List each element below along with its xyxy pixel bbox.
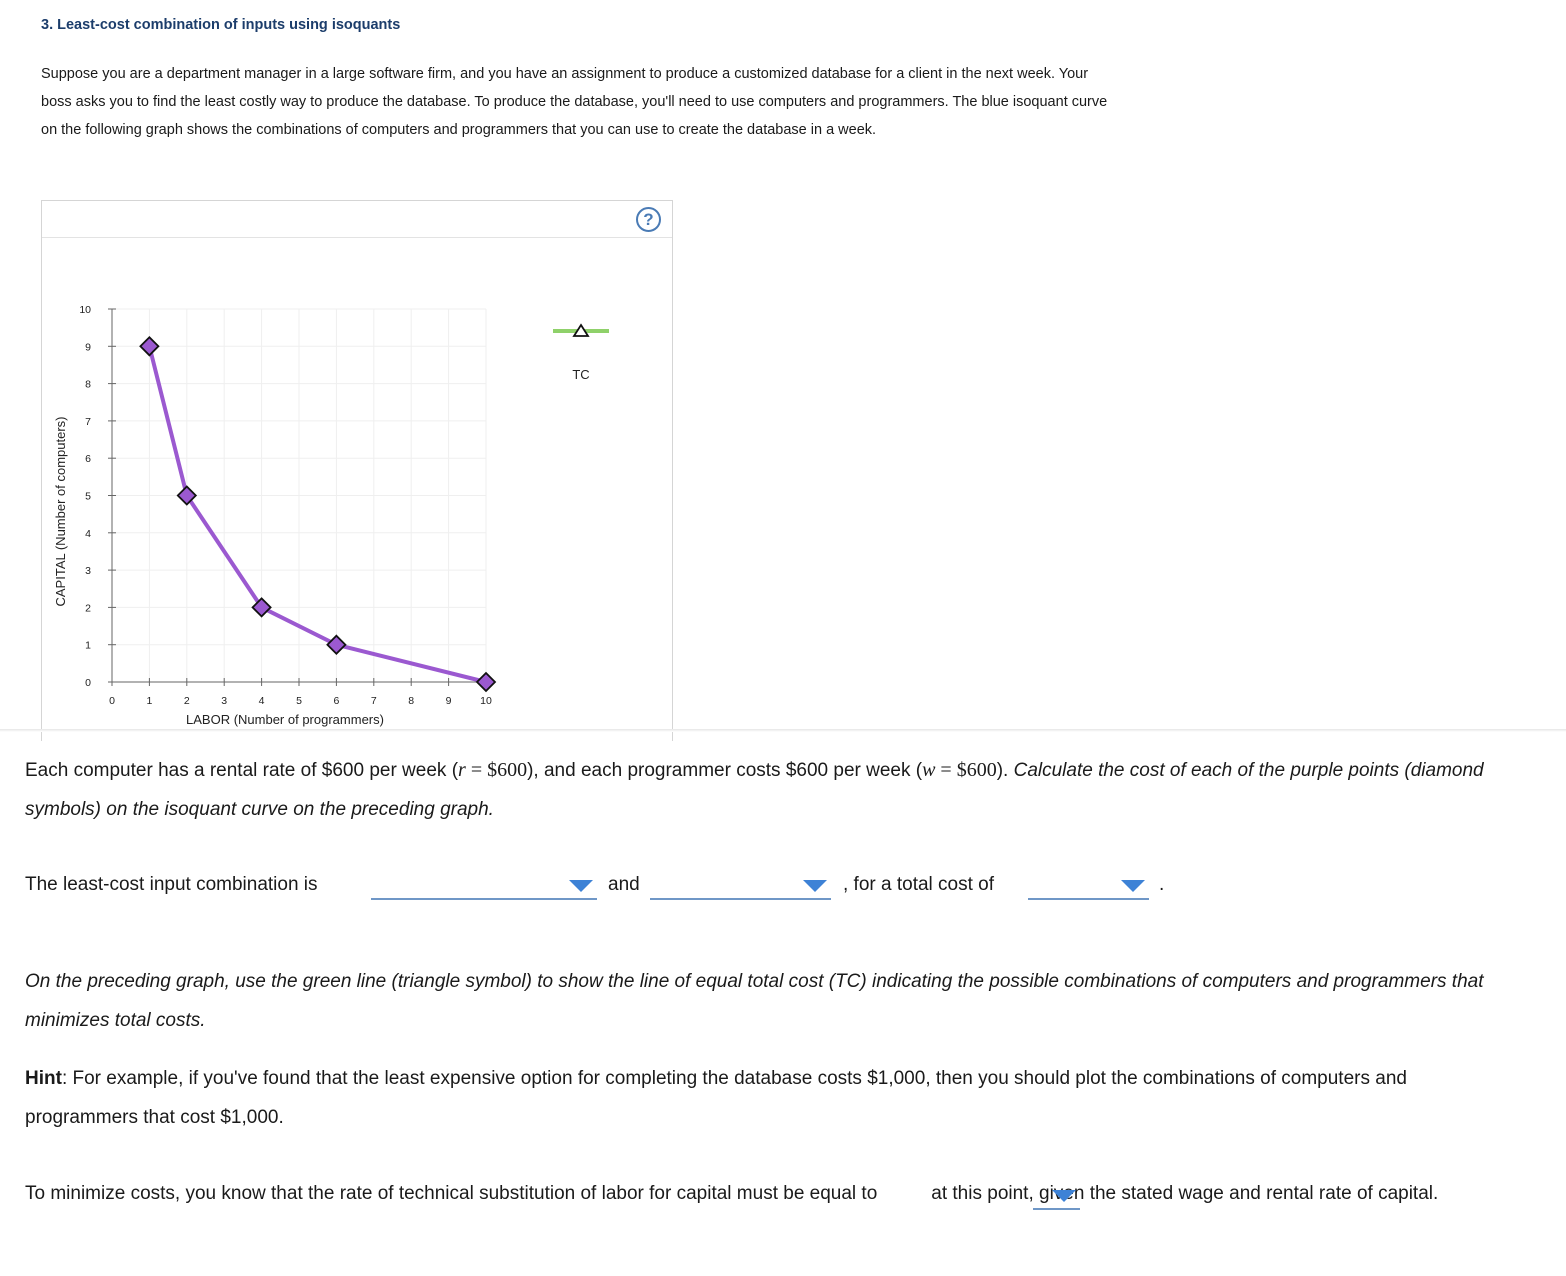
question-text: ), and each programmer costs $600 per week (: [527, 760, 923, 781]
cost-question-paragraph: [25, 751, 1525, 829]
y-axis-title: CAPITAL (Number of computers): [53, 416, 68, 607]
x-tick-label: 8: [408, 695, 415, 707]
y-tick-label: 10: [79, 304, 91, 316]
y-tick-label: 8: [85, 378, 91, 391]
least-cost-label: The least-cost input combination is: [25, 874, 318, 895]
isoquant-graph[interactable]: [42, 201, 672, 741]
tc-instruction: [25, 963, 1525, 1040]
isoquant-point: [140, 337, 158, 355]
isoquant-point: [477, 673, 495, 691]
graph-panel: [41, 200, 673, 741]
y-tick-label: 9: [85, 341, 91, 354]
caret-down-icon: [1052, 1190, 1076, 1202]
sentence-period: .: [1159, 874, 1165, 895]
total-cost-dropdown[interactable]: [1028, 874, 1149, 900]
x-axis-title: LABOR (Number of programmers): [186, 712, 384, 727]
tc-legend-label: TC: [572, 367, 590, 382]
combination-dropdown-1[interactable]: [371, 874, 597, 900]
total-cost-label: , for a total cost of: [843, 874, 995, 895]
y-tick-label: 4: [85, 527, 91, 540]
caret-down-icon: [803, 880, 827, 892]
rts-prefix: To minimize costs, you know that the rate of technical substitution of labor for capital must be equal to: [25, 1183, 878, 1204]
x-tick-label: 5: [296, 695, 302, 707]
rts-suffix: at this point, given the stated wage and rental rate of capital.: [931, 1183, 1439, 1204]
isoquant-point: [327, 636, 345, 654]
rts-paragraph: [25, 1175, 1505, 1214]
x-tick-label: 6: [333, 695, 340, 707]
y-tick-label: 0: [85, 677, 91, 689]
graph-header: [42, 201, 672, 238]
rental-rate-symbol: r: [458, 759, 466, 781]
section-divider: [0, 729, 1566, 732]
wage-value: $600: [956, 759, 997, 781]
axis-layer: [53, 304, 492, 727]
equals-sign: =: [465, 759, 488, 781]
x-tick-label: 2: [183, 695, 190, 707]
rts-dropdown[interactable]: [1033, 1184, 1080, 1210]
question-text: ).: [996, 760, 1014, 781]
wage-symbol: w: [922, 759, 936, 781]
and-label: and: [608, 874, 640, 895]
x-tick-label: 10: [480, 695, 492, 707]
hint-paragraph: [25, 1060, 1525, 1137]
x-tick-label: 7: [370, 695, 377, 707]
series-layer: [140, 337, 495, 691]
hint-label: Hint: [25, 1068, 62, 1089]
x-tick-label: 9: [445, 695, 452, 707]
isoquant-line: [149, 346, 486, 682]
intro-paragraph: Suppose you are a department manager in a large software firm, and you have an assignment to produce a customized database for a client in the next week. Your boss asks you to find the least costly way to produce the database. To produce the database, you'll need to use computers and programmers. The blue isoquant curve on the following graph shows the combinations of computers and programmers that you can use to create the database in a week.: [41, 66, 1108, 138]
question-instruction: Calculate the cost of each of the purple points (diamond symbols) on the isoquant curve on the preceding graph.: [25, 760, 1484, 820]
x-tick-label: 0: [109, 695, 115, 707]
caret-down-icon: [1121, 880, 1145, 892]
question-text: Each computer has a rental rate of $600 per week (: [25, 760, 459, 781]
caret-down-icon: [569, 880, 593, 892]
legend-layer[interactable]: [553, 325, 609, 382]
tc-instruction-text: On the preceding graph, use the green line (triangle symbol) to show the line of equal total cost (TC) indicating the possible combinations of computers and programmers that minimizes total costs.: [25, 971, 1484, 1031]
y-tick-label: 5: [85, 490, 91, 503]
x-tick-label: 4: [258, 695, 265, 707]
x-tick-label: 1: [146, 695, 153, 707]
page-title: 3. Least-cost combination of inputs using isoquants: [41, 17, 401, 33]
combination-dropdown-2[interactable]: [650, 874, 831, 900]
y-tick-label: 2: [85, 602, 91, 615]
equals-sign: =: [935, 759, 957, 781]
help-icon[interactable]: ?: [636, 207, 661, 232]
y-tick-label: 3: [85, 565, 91, 578]
rental-rate-value: $600: [487, 759, 528, 781]
y-tick-label: 7: [85, 415, 91, 428]
x-tick-label: 3: [221, 695, 228, 707]
hint-text: : For example, if you've found that the least expensive option for completing the database costs $1,000, then you should plot the combinations of computers and programmers that cost $1,000.: [25, 1068, 1407, 1128]
y-tick-label: 6: [85, 453, 91, 466]
y-tick-label: 1: [85, 639, 91, 652]
